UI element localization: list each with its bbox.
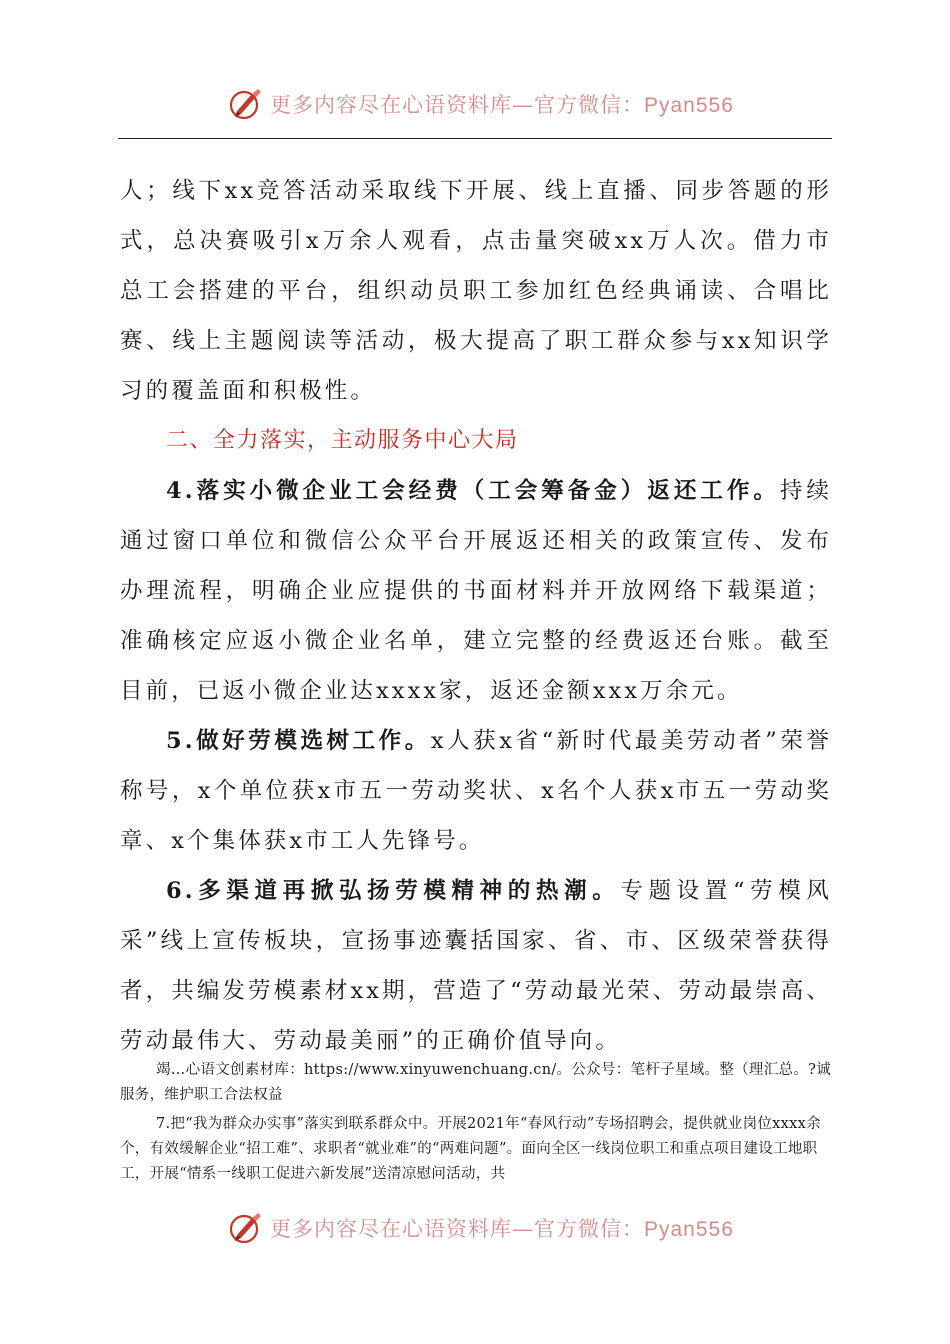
banner-text: 更多内容尽在心语资料库—官方微信：Pyan556	[270, 1217, 734, 1241]
item-6-body: 专题设置“劳模风采”线上宣传板块，宣扬事迹囊括国家、省、市、区级荣誉获得者，共编发劳模素材xx期，营造了“劳动最光荣、劳动最崇高、劳动最伟大、劳动最美丽”的正确价值导向。	[120, 878, 832, 1054]
header-rule	[118, 138, 832, 139]
document-body	[120, 166, 832, 1066]
header-watermark	[0, 84, 950, 124]
wechat-id: Pyan556	[644, 1218, 734, 1241]
item-5-body: x人获x省“新时代最美劳动者”荣誉称号，x个单位获x市五一劳动奖状、x名个人获x市五一劳动奖章、x个集体获x市工人先锋号。	[120, 728, 832, 854]
wechat-id: Pyan556	[644, 94, 734, 117]
small-notes	[120, 1058, 832, 1187]
banner-text: 更多内容尽在心语资料库—官方微信：Pyan556	[270, 93, 734, 117]
item-6-lead: 6.多渠道再掀弘扬劳模精神的热潮。	[166, 878, 621, 904]
item-4-lead: 4.落实小微企业工会经费（工会筹备金）返还工作。	[166, 478, 780, 504]
item-5	[120, 716, 832, 866]
item-4-body: 持续通过窗口单位和微信公众平台开展返还相关的政策宣传、发布办理流程，明确企业应提供的书面材料并开放网络下载渠道；准确核定应返小微企业名单，建立完整的经费返还台账。截至目前，已返小微企业达xxxx家，返还金额xxx万余元。	[120, 478, 833, 704]
item-4	[120, 466, 832, 716]
paragraph-continued: 人；线下xx竞答活动采取线下开展、线上直播、同步答题的形式，总决赛吸引x万余人观看，点击量突破xx万人次。借力市总工会搭建的平台，组织动员职工参加红色经典诵读、合唱比赛、线上主题阅读等活动，极大提高了职工群众参与xx知识学习的覆盖面和积极性。	[120, 178, 832, 404]
footer-watermark	[0, 1208, 950, 1248]
pen-logo-icon	[228, 86, 264, 122]
item-6	[120, 866, 832, 1066]
item-5-lead: 5.做好劳模选树工作。	[166, 728, 431, 754]
item-7-note: 7.把“我为群众办实事”落实到联系群众中。开展2021年“春风行动”专场招聘会，提供就业岗位xxxx余个，有效缓解企业“招工难”、求职者“就业难”的“两难问题”。面向全区一线岗位职工和重点项目建设工地职工，开展“情系一线职工促进六新发展”送清凉慰问活动，共	[120, 1116, 821, 1182]
section-heading: 二、全力落实，主动服务中心大局	[166, 428, 519, 453]
pen-logo-icon	[228, 1210, 264, 1246]
source-note: 竭…心语文创素材库：https://www.xinyuwenchuang.cn/。公众号：笔杆子星域。整（理汇总。?诚服务，维护职工合法权益	[120, 1062, 831, 1103]
